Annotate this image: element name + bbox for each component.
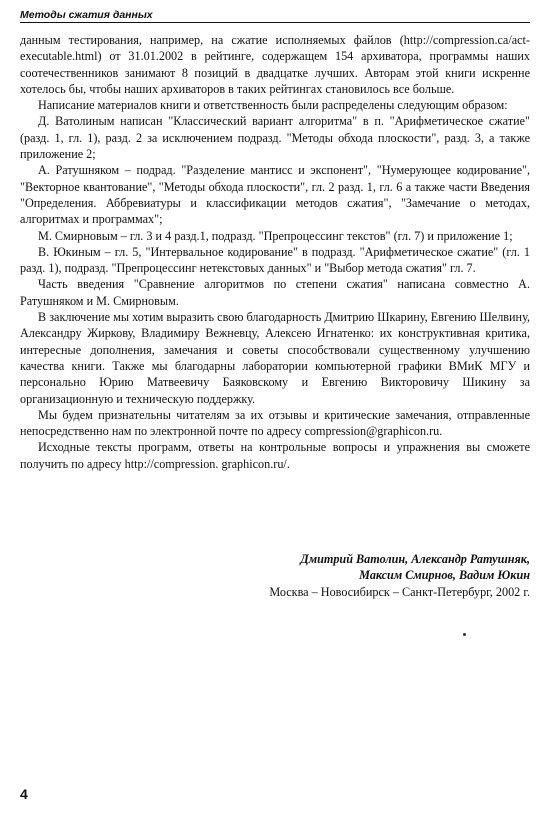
paragraph-vatolin: Д. Ватолиным написан "Классический вариант алгоритма" в п. "Арифметическое сжатие" (разд. 1, гл. 1), разд. 2 за исключением подразд. "Методы обхода плоскости", разд. 3, а также приложение 2; [20, 114, 530, 162]
paragraph-smirnov: М. Смирновым – гл. 3 и 4 разд.1, подразд. "Препроцессинг текстов" (гл. 7) и приложение 1; [38, 228, 513, 243]
paragraph-ratushnyak: А. Ратушняком – подрад. "Разделение мантисс и экспонент", "Нумерующее кодирование", "Векторное квантование", "Методы обхода плоскости", гл. 2 разд. 1, гл. 6 а также части Введения "Определения. Аббревиатуры и классификации методов сжатия", "Замечание о методах, алгоритмах и программах"; [20, 163, 530, 227]
body-text [20, 32, 530, 472]
paragraph-yukin: В. Юкиным – гл. 5, "Интервальное кодирование" в подразд. "Арифметическое сжатие" (гл. 1 разд. 1), подразд. "Препроцессинг нетекстовых данных" и "Выбор метода сжатия" гл. 7. [20, 244, 530, 276]
paragraph-feedback: Мы будем признательны читателям за их отзывы и критические замечания, отправленные непосредственно нам по электронной почте по адресу compression@graphicon.ru. [20, 407, 530, 439]
paragraph-rating: данным тестирования, например, на сжатие исполняемых файлов (http://compression.ca/act-executable.html) от 31.01.2002 в рейтинге, содержащем 154 архиватора, программы наших соотечественников занимают 8 позиций в двадцатке лучших. Авторам этой книги искренне хотелось бы, чтобы наших архиваторов в таких рейтингах становилось все больше. [20, 33, 530, 96]
paragraph-joint-intro: Часть введения "Сравнение алгоритмов по степени сжатия" написана совместно А. Ратушняком и М. Смирновым. [20, 277, 530, 308]
signature-place-date: Москва – Новосибирск – Санкт-Петербург, 2002 г. [269, 584, 530, 599]
signature-authors-line2: Максим Смирнов, Вадим Юкин [359, 568, 530, 583]
signature-authors-line1: Дмитрий Ватолин, Александр Ратушняк, [300, 552, 530, 566]
page-number: 4 [20, 786, 28, 802]
paragraph-acknowledgements: В заключение мы хотим выразить свою благодарность Дмитрию Шкарину, Евгению Шелвину, Александру Жиркову, Владимиру Вежневцу, Алексею Игнатенко: их конструктивная критика, интересные дополнения, замечания и советы способствовали существенному улучшению качества книги. Также мы благодарны лаборатории компьютерной графики ВМиК МГУ и персонально Юрию Матвеевичу Баяковскому и Евгению Викторовичу Шикину за организационную и техническую поддержку. [20, 310, 530, 406]
stray-mark [463, 633, 466, 636]
running-header: Методы сжатия данных [20, 9, 530, 23]
paragraph-sources: Исходные тексты программ, ответы на контрольные вопросы и упражнения вы сможете получить по адресу http://compression. graphicon.ru/. [20, 440, 530, 471]
signature-block [269, 551, 530, 600]
paragraph-distribution: Написание материалов книги и ответственность были распределены следующим образом: [38, 98, 508, 113]
